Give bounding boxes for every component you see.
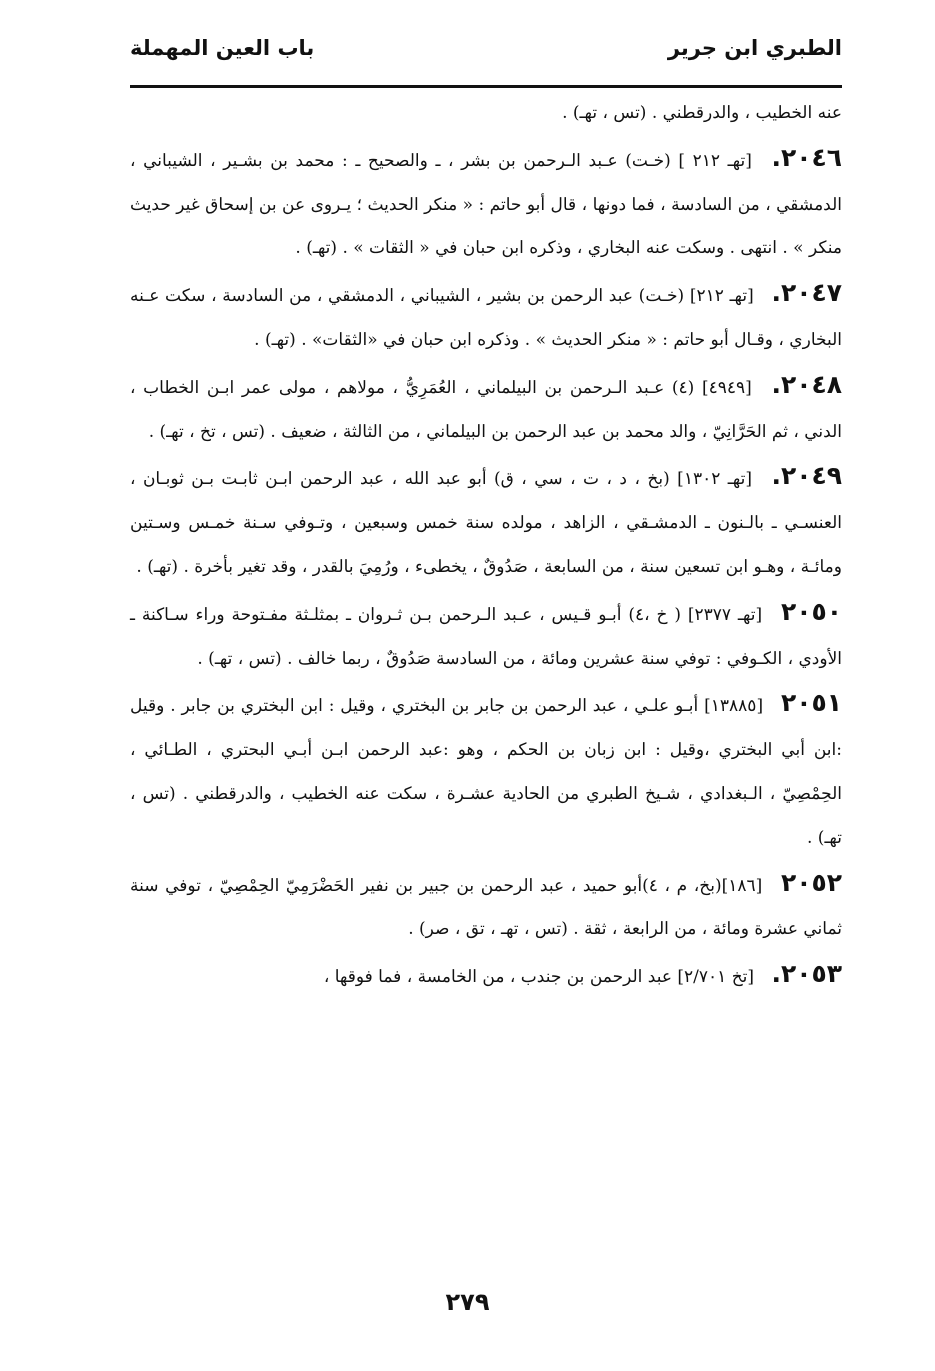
document-body — [130, 92, 842, 1000]
entry-number: ٢٠٤٧. — [771, 278, 842, 308]
entry-2052 — [130, 861, 842, 953]
entry-number: ٢٠٥٢ — [780, 867, 842, 897]
entry-2046 — [130, 136, 842, 271]
entry-number: ٢٠٥٣. — [771, 959, 842, 989]
entry-text: [تهـ ٢١٢] (خـت) عبد الرحمن بن بشير ، الشيباني ، الدمشقي ، من السادسة ، سكت عـنه البخاري ، وقـال أبو حاتم : « منكر الحديث » . وذكره ابن حبان في «الثقات» . (تهـ) . — [130, 286, 842, 350]
entry-text: [١٣٨٨٥] أبـو علـي ، عبد الرحمن بن جابر بن البختري ، وقيل : ابن البختري بن جابر . وقيل :ابن أبي البختري ،وقيل : ابن زبان بن الحكم ، وهو :عبد الرحمن ابـن أبـي البحتري ، الطـائي ، الحِمْصِيّ ، الـبغدادي ، شـيخ الطبري من الحادية عشـرة ، سكت عنه الخطيب ، والدرقطني . (تس ، تهـ) . — [130, 696, 842, 848]
entry-number: ٢٠٤٦. — [771, 142, 843, 172]
entry-text: عنه الخطيب ، والدرقطني . (تس ، تهـ) . — [562, 103, 842, 123]
running-header — [130, 30, 842, 80]
book-title: الطبري ابن جرير — [667, 36, 842, 60]
entry-text: [١٨٦](بخ، م ، ٤)أبو حميد ، عبد الرحمن بن جبير بن نفير الحَضْرَمِيّ الحِمْصِيّ ، توفي سنة ثماني عشرة ومائة ، من الرابعة ، ثقة . (تس ، تهـ ، تق ، صر) . — [130, 875, 842, 940]
entry-2049 — [130, 454, 842, 589]
entry-number: ٢٠٥١ — [780, 688, 843, 718]
entry-number: ٢٠٥٠ — [780, 596, 843, 626]
chapter-title: باب العين المهملة — [130, 36, 315, 60]
entry-2051 — [130, 681, 842, 860]
entry-text: [تهـ ١٣٠٢] (بخ ، د ، ت ، سي ، ق) أبو عبد الله ، عبد الرحمن ابـن ثابـت بـن ثوبـان ، العنسـي ـ بالـنون ـ الدمشـقي ، الزاهد ، مولده سنة خمس وسبعين ، وتـوفي سـنة خمـس وسـتين ومائـة ، وهـو ابن تسعين سنة ، من السابعة ، صَدُوقٌ ، يخطىء ، ورُمِيَ بالقدر ، وقد تغير بأخرة . (تهـ) . — [130, 469, 842, 577]
entry-number: ٢٠٤٨. — [771, 369, 842, 399]
entry-2047 — [130, 271, 842, 363]
entry-text: [تهـ ٢٣٧٧] ( خ ،٤) أبـو قـيس ، عـبد الـرحمن بـن ثـروان ـ بمثلـثة مفـتوحة وراء سـاكنة ـ الأودي ، الكـوفي : توفي سنة عشرين ومائة ، من السادسة صَدُوقٌ ، ربما خالف . (تس ، تهـ) . — [130, 604, 842, 669]
entry-text: [تهـ ٢١٢ ] (خـت) عـبد الـرحمن بن بشر ، ـ والصحيح ـ : محمد بن بشـير ، الشيباني ، الدمشقي ، من السادسة ، فما دونها ، قال أبو حاتم : « منكر الحديث ؛ يـروى عن بن إسحاق غير حديث منكر » . انتهى . وسكت عنه البخاري ، وذكره ابن حبان في « الثقات » . (تهـ) . — [130, 150, 842, 259]
entry-2053 — [130, 952, 842, 1000]
header-divider — [130, 85, 842, 88]
entry-text: [تخ ٢/٧٠١] عبد الرحمن بن جندب ، من الخامسة ، فما فوقها ، — [323, 967, 755, 988]
entry-number: ٢٠٤٩. — [771, 461, 842, 491]
entry-text: [٤٩٤٩] (٤) عـبد الـرحمن بن البيلماني ، العُمَرِيُّ ، مولاهم ، مولى عمر ابـن الخطاب ، الدني ، ثم الحَرَّانِيّ ، والد محمد بن عبد الرحمن بن البيلماني ، من الثالثة ، ضعيف . (تس ، تخ ، تهـ) . — [130, 377, 842, 442]
page-number: ٢٧٩ — [445, 1288, 490, 1316]
entry-2050 — [130, 590, 842, 682]
entry-2048 — [130, 363, 842, 455]
entry-continuation — [130, 92, 842, 136]
